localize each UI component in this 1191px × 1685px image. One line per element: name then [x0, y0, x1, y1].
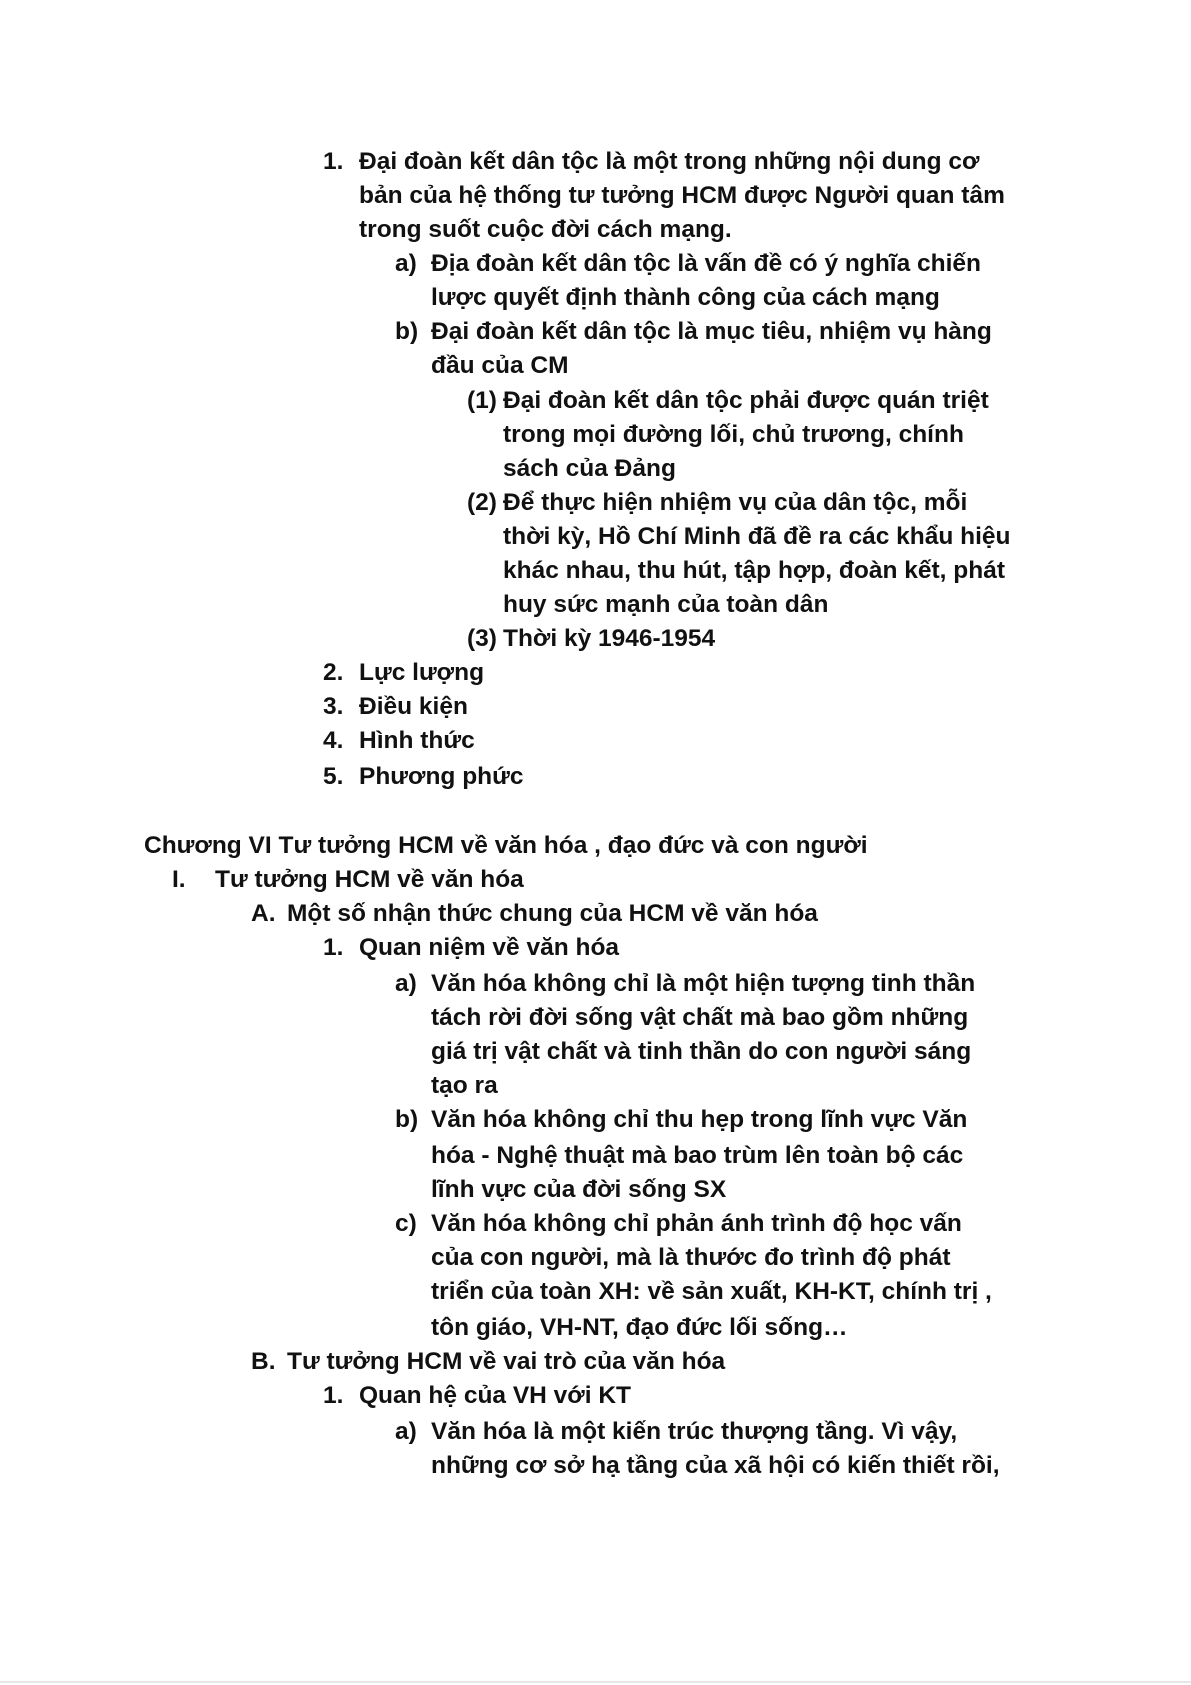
- sub-item-text-line: tạo ra: [431, 1072, 498, 1099]
- sub-item-text-line: Văn hóa không chỉ thu hẹp trong lĩnh vực Văn: [431, 1106, 968, 1133]
- list-marker: b): [395, 318, 419, 345]
- list-marker: I.: [172, 866, 186, 893]
- section-title: Một số nhận thức chung của HCM về văn hóa: [287, 900, 818, 927]
- list-marker: 1.: [323, 148, 344, 175]
- sub-item-text-line: Văn hóa là một kiến trúc thượng tầng. Vì vậy,: [431, 1418, 958, 1445]
- list-marker: c): [395, 1210, 417, 1237]
- list-item-text: Điều kiện: [359, 693, 468, 720]
- list-marker: B.: [251, 1348, 276, 1375]
- list-marker: 5.: [323, 763, 344, 790]
- list-item-text-line: bản của hệ thống tư tưởng HCM được Người quan tâm: [359, 182, 1005, 209]
- list-marker: 3.: [323, 693, 344, 720]
- sub-item-text-line: những cơ sở hạ tầng của xã hội có kiến thiết rồi,: [431, 1452, 1000, 1479]
- list-marker: a): [395, 1418, 417, 1445]
- point-text-line: Để thực hiện nhiệm vụ của dân tộc, mỗi: [503, 489, 968, 516]
- point-text-line: thời kỳ, Hồ Chí Minh đã đề ra các khẩu hiệu: [503, 523, 1011, 550]
- list-marker: b): [395, 1106, 419, 1133]
- point-text-line: sách của Đảng: [503, 455, 676, 482]
- list-item-text: Quan niệm về văn hóa: [359, 934, 620, 961]
- list-item-text-line: Đại đoàn kết dân tộc là một trong những nội dung cơ: [359, 148, 980, 175]
- part-title: Tư tưởng HCM về văn hóa: [215, 866, 524, 893]
- sub-item-text-line: lĩnh vực của đời sống SX: [431, 1176, 727, 1203]
- sub-item-text-line: đầu của CM: [431, 352, 569, 379]
- list-marker: (3): [467, 625, 497, 652]
- chapter-title: Chương VI Tư tưởng HCM về văn hóa , đạo đức và con người: [144, 832, 868, 859]
- list-marker: 1.: [323, 1382, 344, 1409]
- sub-item-text-line: Văn hóa không chỉ là một hiện tượng tinh thần: [431, 970, 976, 997]
- point-text-line: Đại đoàn kết dân tộc phải được quán triệt: [503, 387, 989, 414]
- point-text-line: Thời kỳ 1946-1954: [503, 625, 716, 652]
- list-marker: 2.: [323, 659, 344, 686]
- page-bottom-divider: [0, 1681, 1191, 1683]
- sub-item-text-line: triển của toàn XH: về sản xuất, KH-KT, chính trị ,: [431, 1278, 992, 1305]
- list-marker: a): [395, 250, 417, 277]
- list-item-text: Lực lượng: [359, 659, 485, 686]
- list-marker: a): [395, 970, 417, 997]
- list-item-text: Phương phức: [359, 763, 524, 790]
- sub-item-text-line: hóa - Nghệ thuật mà bao trùm lên toàn bộ các: [431, 1142, 964, 1169]
- sub-item-text-line: giá trị vật chất và tinh thần do con người sáng: [431, 1038, 972, 1065]
- list-marker: 1.: [323, 934, 344, 961]
- sub-item-text-line: Địa đoàn kết dân tộc là vấn đề có ý nghĩa chiến: [431, 250, 982, 277]
- list-marker: (2): [467, 489, 497, 516]
- sub-item-text-line: của con người, mà là thước đo trình độ phát: [431, 1244, 951, 1271]
- sub-item-text-line: tôn giáo, VH-NT, đạo đức lối sống…: [431, 1314, 848, 1341]
- list-marker: 4.: [323, 727, 344, 754]
- list-item-text: Hình thức: [359, 727, 475, 754]
- sub-item-text-line: Văn hóa không chỉ phản ánh trình độ học vấn: [431, 1210, 962, 1237]
- list-item-text-line: trong suốt cuộc đời cách mạng.: [359, 216, 732, 243]
- list-marker: A.: [251, 900, 276, 927]
- point-text-line: khác nhau, thu hút, tập hợp, đoàn kết, phát: [503, 557, 1005, 584]
- sub-item-text-line: lược quyết định thành công của cách mạng: [431, 284, 940, 311]
- list-item-text: Quan hệ của VH với KT: [359, 1382, 632, 1409]
- section-title: Tư tưởng HCM về vai trò của văn hóa: [287, 1348, 726, 1375]
- point-text-line: huy sức mạnh của toàn dân: [503, 591, 829, 618]
- list-marker: (1): [467, 387, 497, 414]
- sub-item-text-line: Đại đoàn kết dân tộc là mục tiêu, nhiệm vụ hàng: [431, 318, 992, 345]
- sub-item-text-line: tách rời đời sống vật chất mà bao gồm những: [431, 1004, 969, 1031]
- point-text-line: trong mọi đường lối, chủ trương, chính: [503, 421, 964, 448]
